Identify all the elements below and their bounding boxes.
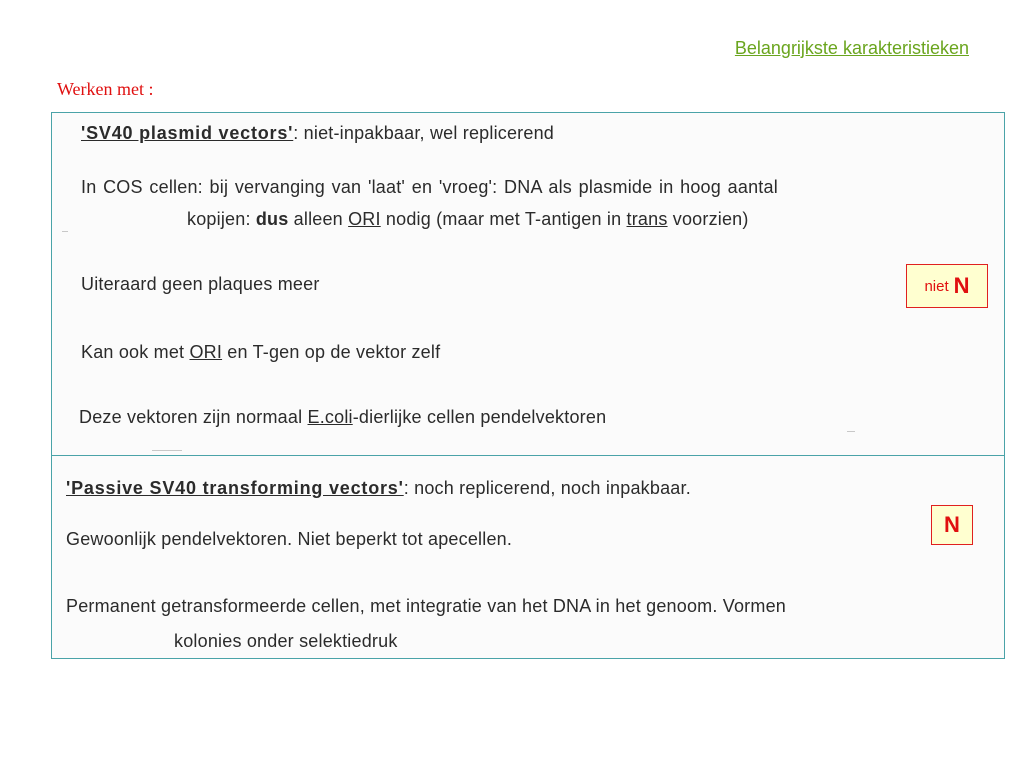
n-badge: N — [931, 505, 973, 545]
section1-para2: Uiteraard geen plaques meer — [81, 274, 320, 294]
section2-heading: 'Passive SV40 transforming vectors' — [66, 478, 404, 498]
text-trans: trans — [626, 209, 668, 229]
section2-heading-suffix: : noch replicerend, noch inpakbaar. — [403, 478, 691, 498]
text-kopijen: kopijen: — [187, 209, 256, 229]
badge-n-text: N — [953, 273, 970, 298]
scan-speck — [847, 431, 855, 432]
section1-heading-line — [81, 123, 554, 144]
scan-speck — [62, 231, 68, 232]
text-ori: ORI — [348, 209, 381, 229]
text-voorzien: voorzien) — [667, 209, 749, 229]
niet-n-badge — [906, 264, 988, 308]
text-dus: dus — [255, 209, 289, 229]
passive-sv40-panel — [51, 455, 1005, 659]
sv40-plasmid-panel — [51, 112, 1005, 457]
text-ori-2: ORI — [189, 342, 223, 362]
section1-para3 — [81, 342, 440, 363]
text-pendel: -dierlijke cellen pendelvektoren — [352, 407, 607, 427]
section1-para4 — [79, 407, 606, 428]
section1-para1-line2 — [187, 209, 749, 230]
badge-niet-text: niet — [924, 277, 949, 295]
text-alleen: alleen — [288, 209, 349, 229]
section2-para2-line1: Permanent getransformeerde cellen, met integratie van het DNA in het genoom. Vormen — [66, 596, 786, 616]
section1-para1-line1: In COS cellen: bij vervanging van 'laat' en 'vroeg': DNA als plasmide in hoog aantal — [81, 177, 778, 197]
section2-para1: Gewoonlijk pendelvektoren. Niet beperkt tot apecellen. — [66, 529, 513, 549]
scan-speck — [152, 450, 182, 451]
text-ecoli: E.coli — [307, 407, 353, 427]
section1-heading-suffix: : niet-inpakbaar, wel replicerend — [293, 123, 555, 143]
section2-heading-line — [66, 478, 691, 499]
section2-para2-line2: kolonies onder selektiedruk — [174, 631, 398, 651]
text-kan-ook: Kan ook met — [81, 342, 190, 362]
text-tgen: en T-gen op de vektor zelf — [222, 342, 441, 362]
text-deze: Deze vektoren zijn normaal — [79, 407, 308, 427]
title-link[interactable]: Belangrijkste karakteristieken — [734, 38, 969, 58]
intro-label: Werken met : — [57, 79, 154, 99]
section1-heading: 'SV40 plasmid vectors' — [81, 123, 294, 143]
text-nodig: nodig (maar met T-antigen in — [380, 209, 627, 229]
